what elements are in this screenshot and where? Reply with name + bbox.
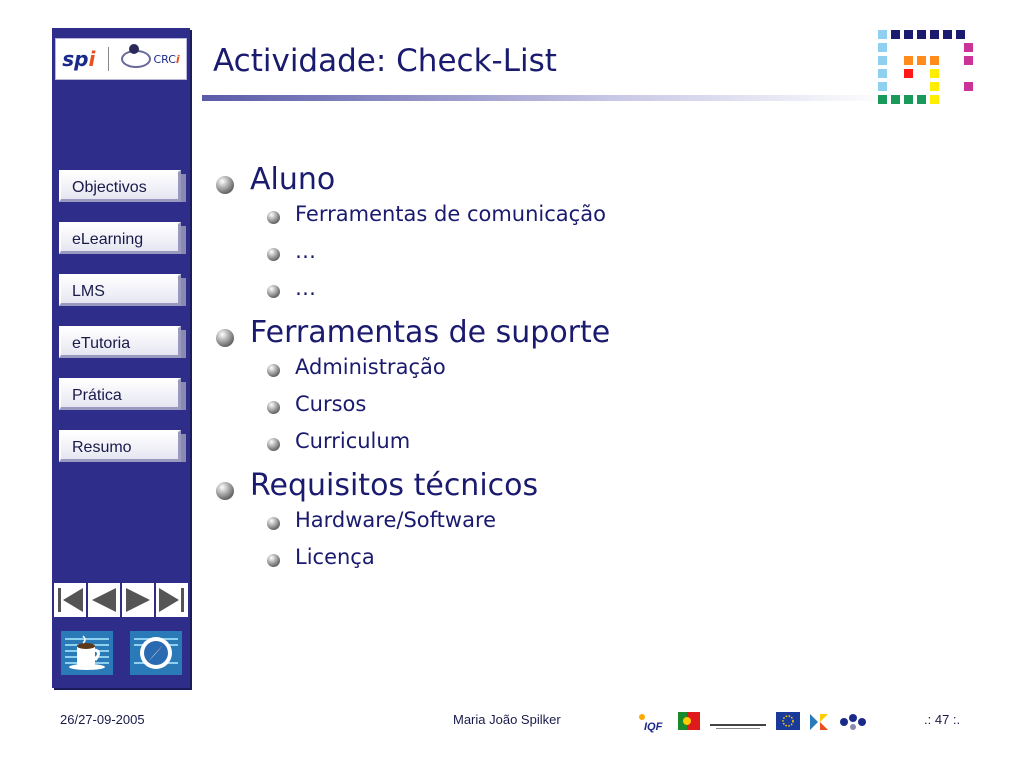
bullet-aluno [212, 162, 610, 202]
sub-bullet [212, 508, 610, 545]
sub-bullet-icon [267, 554, 280, 567]
tool-icons [52, 631, 190, 675]
footer-author: Maria João Spilker [453, 712, 561, 727]
bullet-text: Requisitos técnicos [250, 468, 539, 503]
sub-bullet [212, 392, 610, 429]
sub-bullet-icon [267, 517, 280, 530]
bullet-icon [216, 329, 234, 347]
sidebar [52, 28, 190, 688]
portugal-flag-icon [678, 712, 700, 730]
first-slide-icon [55, 585, 85, 615]
next-slide-button[interactable] [122, 583, 154, 617]
ministry-emblem-icon [708, 712, 768, 730]
compass-icon [134, 634, 178, 672]
sponsor-logos [636, 712, 868, 748]
bullet-requisitos-tecnicos [212, 468, 610, 508]
sub-bullet [212, 355, 610, 392]
sub-bullet-icon [267, 285, 280, 298]
page-number: .: 47 :. [924, 712, 961, 727]
sub-bullet-text: Curriculum [295, 429, 411, 453]
crci-logo-text: CRC [153, 52, 176, 66]
sub-bullet-text: … [295, 239, 316, 263]
spi-logo-accent: i [88, 47, 96, 71]
sub-bullet-text: Cursos [295, 392, 367, 416]
bullet-icon [216, 482, 234, 500]
portugal-flag-logo [678, 712, 700, 730]
footer-date: 26/27-09-2005 [60, 712, 145, 727]
ministry-logo [708, 712, 768, 730]
sub-bullet-text: … [295, 276, 316, 300]
slide-navigation [54, 583, 188, 617]
title-rule [202, 95, 892, 101]
first-slide-button[interactable] [54, 583, 86, 617]
previous-slide-icon [89, 585, 119, 615]
bullet-icon [216, 176, 234, 194]
sub-bullet [212, 545, 610, 582]
posi-emblem-icon [808, 712, 830, 732]
previous-slide-button[interactable] [88, 583, 120, 617]
last-slide-icon [157, 585, 187, 615]
sub-bullet-icon [267, 438, 280, 451]
bullet-ferramentas-suporte [212, 315, 610, 355]
sub-bullet-icon [267, 401, 280, 414]
sub-bullet-icon [267, 364, 280, 377]
eu-flag-logo [776, 712, 800, 730]
network-logo [838, 712, 868, 732]
crci-logo [121, 50, 179, 68]
bullet-text: Ferramentas de suporte [250, 315, 611, 350]
logo-divider [108, 47, 109, 71]
sub-bullet-text: Hardware/Software [295, 508, 497, 532]
coffee-cup-icon [65, 634, 109, 672]
posi-logo [808, 712, 830, 732]
bullet-list [212, 160, 610, 582]
compass-button[interactable] [130, 631, 182, 675]
sub-bullet [212, 202, 610, 239]
nav-button-objectivos[interactable]: Objectivos [59, 170, 181, 202]
nav-button-etutoria[interactable]: eTutoria [59, 326, 181, 358]
spi-logo-text: sp [62, 47, 89, 71]
iqf-logo-text: IQF [644, 721, 663, 733]
eu-flag-icon [776, 712, 800, 730]
nav-button-resumo[interactable]: Resumo [59, 430, 181, 462]
sub-bullet-icon [267, 248, 280, 261]
partner-logos [55, 38, 187, 80]
squares-logo-icon [876, 28, 976, 112]
sub-bullet [212, 239, 610, 276]
nav-button-pratica[interactable]: Prática [59, 378, 181, 410]
nav-button-lms[interactable]: LMS [59, 274, 181, 306]
sub-bullet-text: Administração [295, 355, 446, 379]
spi-logo [62, 47, 95, 71]
network-emblem-icon [838, 712, 868, 732]
last-slide-button[interactable] [156, 583, 188, 617]
slide-title: Actividade: Check-List [213, 43, 557, 79]
bullet-text: Aluno [250, 162, 336, 197]
iqf-logo [636, 712, 670, 734]
sub-bullet [212, 429, 610, 466]
crci-globe-icon [121, 50, 151, 68]
next-slide-icon [123, 585, 153, 615]
sub-bullet-icon [267, 211, 280, 224]
crci-logo-accent: i [175, 52, 180, 66]
sub-bullet [212, 276, 610, 313]
sub-bullet-text: Licença [295, 545, 375, 569]
sub-bullet-text: Ferramentas de comunicação [295, 202, 606, 226]
coffee-break-button[interactable] [61, 631, 113, 675]
nav-button-elearning[interactable]: eLearning [59, 222, 181, 254]
